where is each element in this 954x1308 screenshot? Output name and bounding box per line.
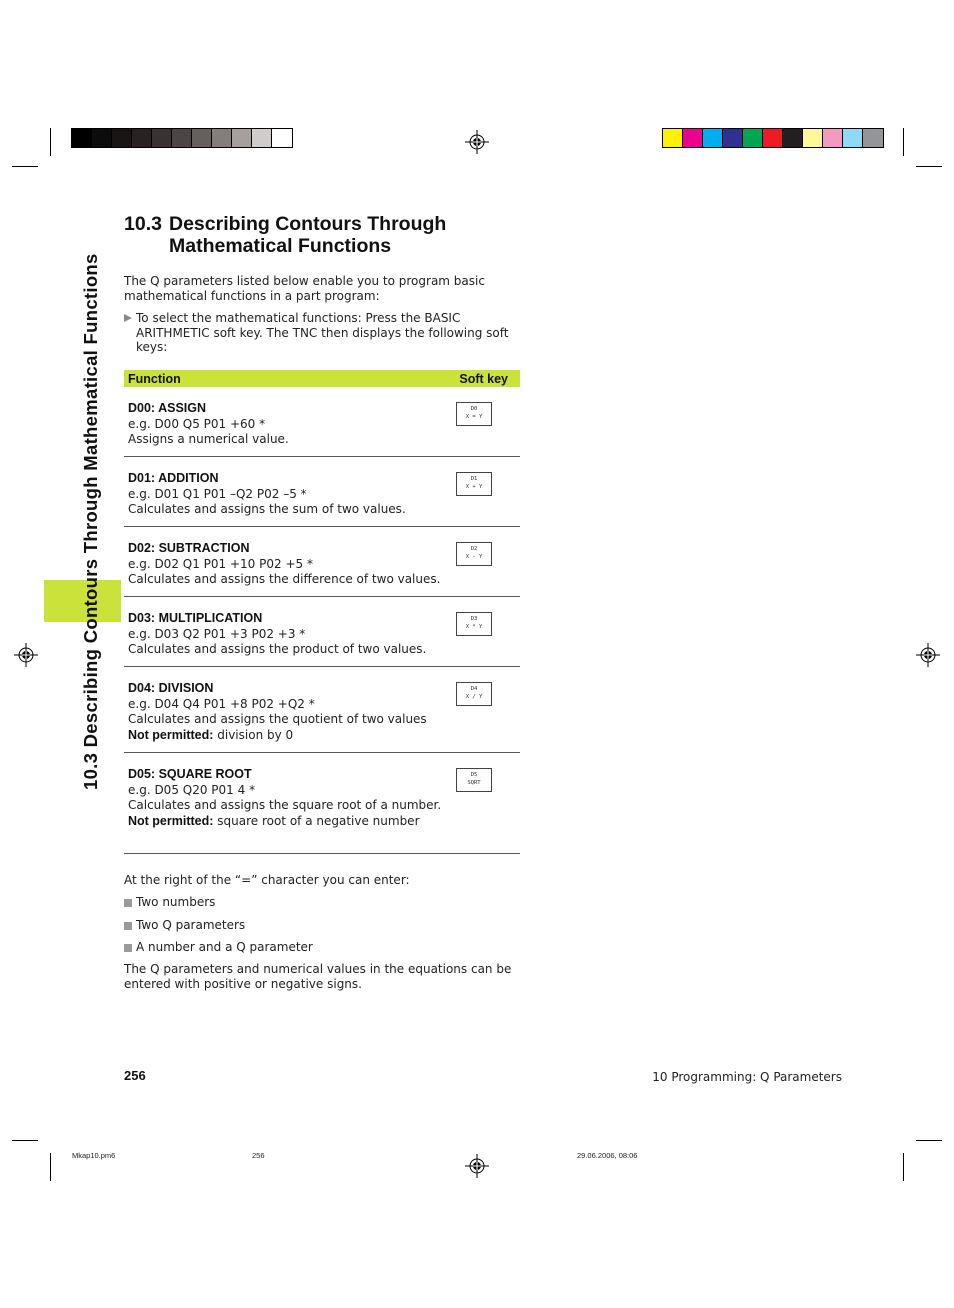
- crop-mark: [916, 1140, 942, 1141]
- list-item-text: A number and a Q parameter: [136, 940, 313, 954]
- instruction-step: [124, 311, 524, 355]
- bullet-square-icon: [124, 922, 132, 930]
- softkey-addition[interactable]: [456, 472, 492, 496]
- list-item-text: Two Q parameters: [136, 918, 246, 932]
- side-running-title: 10.3 Describing Contours Through Mathematical Functions: [80, 253, 101, 790]
- softkey-assign[interactable]: [456, 402, 492, 426]
- restriction-label: Not permitted:: [128, 813, 214, 828]
- bullet-square-icon: [124, 944, 132, 952]
- step-arrow-icon: [124, 314, 132, 322]
- registration-mark-icon: [465, 130, 489, 154]
- slug-date: 29.06.2006, 08:06: [577, 1151, 638, 1160]
- section-title-line1: Describing Contours Through: [169, 213, 447, 235]
- function-name: D00: ASSIGN: [128, 401, 207, 415]
- softkey-label-bottom: X * Y: [465, 624, 483, 630]
- crop-mark: [12, 166, 38, 167]
- function-description: Calculates and assigns the product of two values.: [128, 642, 427, 656]
- function-name: D03: MULTIPLICATION: [128, 611, 263, 625]
- function-description: Calculates and assigns the quotient of two values: [128, 712, 427, 726]
- function-example: e.g. D03 Q2 P01 +3 P02 +3 *: [128, 626, 306, 641]
- closing-text: The Q parameters and numerical values in the equations can be entered with positive or negative signs.: [124, 962, 512, 991]
- table-row: [124, 667, 520, 753]
- registration-mark-icon: [465, 1154, 489, 1178]
- function-example: e.g. D05 Q20 P01 4 *: [128, 782, 256, 797]
- softkey-label-bottom: X / Y: [465, 694, 483, 700]
- color-bar: [662, 128, 884, 148]
- softkey-label-top: D0: [470, 406, 478, 412]
- function-example: e.g. D02 Q1 P01 +10 P02 +5 *: [128, 556, 313, 571]
- page-number: 256: [124, 1068, 146, 1083]
- bullet-square-icon: [124, 899, 132, 907]
- softkey-label-top: D1: [470, 476, 478, 482]
- table-row: [124, 597, 520, 667]
- slug-filename: Mkap10.pm6: [72, 1151, 116, 1160]
- chapter-footer: 10 Programming: Q Parameters: [652, 1070, 842, 1084]
- header-function: Function: [128, 371, 181, 386]
- slug-page: 256: [252, 1151, 265, 1160]
- softkey-label-top: D5: [470, 772, 478, 778]
- function-description: Calculates and assigns the square root of a number.: [128, 798, 442, 812]
- softkey-label-top: D3: [470, 616, 478, 622]
- registration-mark-icon: [916, 643, 940, 667]
- softkey-label-bottom: X - Y: [465, 554, 483, 560]
- function-description: Assigns a numerical value.: [128, 432, 289, 446]
- softkey-label-bottom: SQRT: [467, 780, 481, 786]
- grayscale-bar: [71, 128, 293, 148]
- restriction-text: division by 0: [217, 727, 294, 742]
- crop-mark: [903, 128, 904, 156]
- step-text: To select the mathematical functions: Press the BASIC ARITHMETIC soft key. The TNC then displays the following soft keys:: [136, 311, 509, 354]
- table-row: [124, 387, 520, 457]
- registration-mark-icon: [14, 643, 38, 667]
- function-restriction: [128, 814, 516, 830]
- crop-mark: [903, 1153, 904, 1181]
- list-item-text: Two numbers: [136, 895, 216, 909]
- list-item: [124, 895, 215, 910]
- function-restriction: [128, 728, 516, 744]
- softkey-label-top: D4: [470, 686, 478, 692]
- softkey-subtraction[interactable]: [456, 542, 492, 566]
- table-row: [124, 527, 520, 597]
- crop-mark: [12, 1140, 38, 1141]
- softkey-division[interactable]: [456, 682, 492, 706]
- crop-mark: [50, 1153, 51, 1181]
- table-header: [124, 370, 520, 387]
- function-name: D05: SQUARE ROOT: [128, 767, 252, 781]
- function-description: Calculates and assigns the sum of two values.: [128, 502, 406, 516]
- restriction-label: Not permitted:: [128, 727, 214, 742]
- intro-text: The Q parameters listed below enable you to program basic mathematical functions in a part program:: [124, 274, 485, 303]
- softkey-multiplication[interactable]: [456, 612, 492, 636]
- function-name: D02: SUBTRACTION: [128, 541, 250, 555]
- softkey-square-root[interactable]: [456, 768, 492, 792]
- softkey-label-bottom: X + Y: [465, 484, 483, 490]
- table-row: [124, 457, 520, 527]
- function-name: D04: DIVISION: [128, 681, 214, 695]
- list-item: [124, 940, 313, 955]
- crop-mark: [50, 128, 51, 156]
- after-table-text: At the right of the “=” character you can enter:: [124, 873, 410, 887]
- softkey-label-bottom: X = Y: [465, 414, 483, 420]
- softkey-label-top: D2: [470, 546, 478, 552]
- table-row: [124, 753, 520, 854]
- function-example: e.g. D01 Q1 P01 –Q2 P02 –5 *: [128, 486, 307, 501]
- function-description: Calculates and assigns the difference of two values.: [128, 572, 441, 586]
- function-example: e.g. D00 Q5 P01 +60 *: [128, 416, 266, 431]
- section-number: 10.3: [124, 213, 162, 235]
- function-table: [124, 370, 520, 854]
- header-softkey: Soft key: [459, 371, 508, 386]
- section-title-line2: Mathematical Functions: [169, 235, 392, 257]
- restriction-text: square root of a negative number: [217, 813, 420, 828]
- function-name: D01: ADDITION: [128, 471, 219, 485]
- list-item: [124, 918, 245, 933]
- crop-mark: [916, 166, 942, 167]
- section-title: [124, 213, 544, 257]
- function-example: e.g. D04 Q4 P01 +8 P02 +Q2 *: [128, 696, 315, 711]
